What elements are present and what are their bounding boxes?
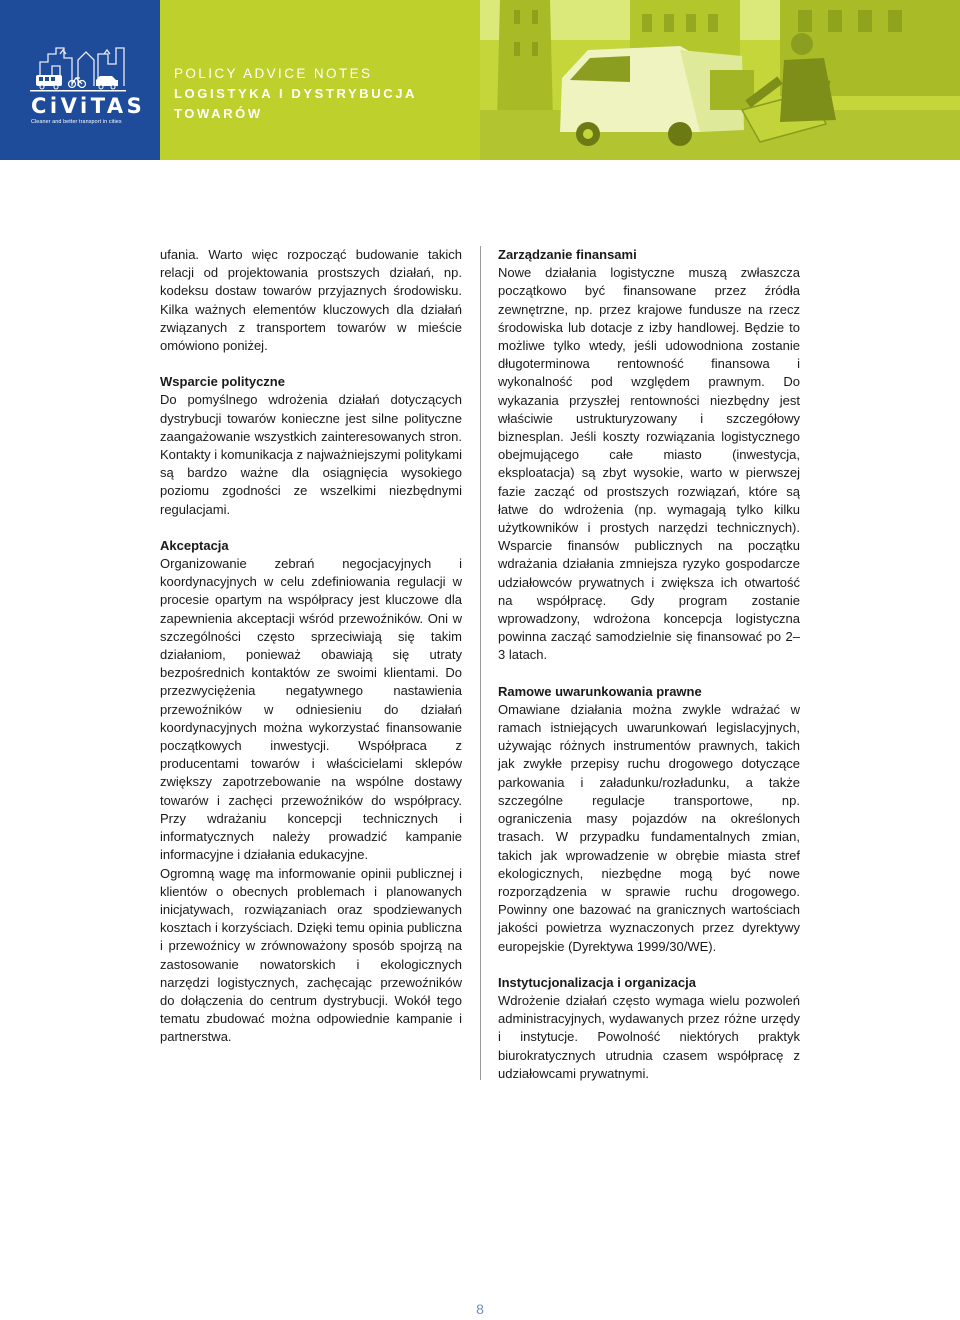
- header-photo: [480, 0, 960, 160]
- paragraph-acceptance-1: Organizowanie zebrań negocjacyjnych i koordynacyjnych w celu zdefiniowania regulacji w procesie opartym na współpracy jest kluczowe dla zapewnienia akceptacji wśród przewoźników. Oni w szczególności często sprzeciwiają się takim działaniom, ponieważ obawiają się utraty bezpośrednich kontaktów ze swoimi klientami. Do przezwyciężenia negatywnego nastawienia przewoźników w odniesieniu do działań koordynacyjnych można wykorzystać finansowanie początkowych inwestycji. Współpraca z producentami towarów i właścicielami sklepów zwiększy zapotrzebowanie na wspólne dostawy towarów i zachęci przewoźników do współpracy. Przy wdrażaniu koncepcji technicznych i informatycznych należy prowadzić kampanie informacyjne i działania edukacyjne.: [160, 556, 462, 863]
- header-titles: [174, 64, 417, 124]
- section-heading-finance: Zarządzanie finansami: [498, 247, 637, 262]
- column-divider: [480, 246, 481, 1080]
- paragraph-institutionalisation: Wdrożenie działań często wymaga wielu pozwoleń administracyjnych, wydawanych przez różne urzędy i instytucje. Powolność niektórych praktyk biurokratycznych utrudnia czasem współpracę z udziałowcami prywatnymi.: [498, 992, 800, 1081]
- page-header: [0, 0, 960, 160]
- delivery-van-photo: [480, 0, 960, 160]
- document-title-line-1: LOGISTYKA I DYSTRYBUCJA: [174, 86, 418, 101]
- civitas-logo-graphic: [0, 0, 160, 160]
- section-heading-institutionalisation: Instytucjonalizacja i organizacja: [498, 974, 696, 990]
- paragraph-political-support: Do pomyślnego wdrożenia działań dotyczących dystrybucji towarów konieczne jest silne polityczne zaangażowanie wszystkich zainteresowanych stron. Kontakty i komunikacja z najważniejszymi politykami są bardzo ważne dla osiągnięcia wysokiego poziomu zgodności ze wszelkimi niezbędnymi regulacjami.: [160, 392, 463, 517]
- paragraph-finance: Nowe działania logistyczne muszą zwłaszcza początkowo być finansowane przez źródła zewnętrzne, np. przez krajowe fundusze na rzecz środowiska lub dotacje z izby handlowej. Będzie to możliwe tylko wtedy, jeśli udowodniona zostanie długoterminowa rentowność finansowa i wykonalność pod względem prawnym. Do wykazania przyszłej rentowności niezbędny jest właściwie ustrukturyzowany i szczegółowy biznesplan. Jeśli koszty rozwiązania logistycznego obejmującego całe miasto (inwestycja, eksploatacja) są zbyt wysokie, warto w pierwszej fazie zacząć od prostszych rozwiązań, które są łatwe do wdrożenia (np. wymagają tylko kilku użytkowników i prostych narzędzi technicznych). Wsparcie finansów publicznych na początku wdrażania działania zmniejsza ryzyko gospodarcze udziałowców prywatnych i zwiększa ich otwartość na współpracę. Gdy program zostanie wprowadzony, wdrożona koncepcja logistyczna powinna zacząć samodzielnie się finansować po 2–3 latach.: [498, 265, 800, 663]
- paragraph-legal-framework: Omawiane działania można zwykle wdrażać w ramach istniejących uwarunkowań legislacyjnych, używając różnych instrumentów prawnych, takich jak zwykłe przepisy ruchu drogowego dotyczące parkowania i załadunku/rozładunku, a także szczególne regulacje transportowe, np. ograniczenia masy pojazdów na określonych trasach. W przypadku fundamentalnych zmian, takich jak wprowadzenie w obrębie miasta stref ekologicznych, niezbędne mogą być nowe rozporządzenia w sprawie ruchu drogowego. Powinny one bazować na granicznych wartościach jakości powietrza wyznaczonych przez dyrektywy europejskie (Dyrektywa 1999/30/WE).: [498, 701, 800, 954]
- civitas-logo: [0, 0, 160, 160]
- page-number: 8: [476, 1301, 484, 1317]
- section-heading-legal-framework: Ramowe uwarunkowania prawne: [498, 683, 702, 699]
- intro-paragraph: ufania. Warto więc rozpocząć budowanie takich relacji od projektowania prostszych działań, np. kodeksu dostaw towarów przyjaznych środowisku. Kilka ważnych elementów kluczowych dla działań związanych z transportem towarów w mieście omówiono poniżej.: [160, 247, 462, 354]
- series-title: POLICY ADVICE NOTES: [174, 66, 373, 81]
- section-heading-political-support: Wsparcie polityczne: [160, 374, 285, 390]
- section-heading-acceptance: Akceptacja: [160, 537, 229, 553]
- logo-tagline: Cleaner and better transport in cities: [31, 119, 122, 125]
- right-column: [498, 246, 800, 1083]
- paragraph-acceptance-2: Ogromną wagę ma informowanie opinii publicznej i klientów o obecnych problemach i planowanych inicjatywach, rozwiązaniach oraz spodziewanych kosztach i korzyściach. Dzięki temu opinia publiczna i przewoźnicy w zrównoważony sposób spojrzą na zastosowanie nowatorskich i ekologicznych narzędzi logistycznych, zachęcając przewoźników do dołączenia do centrum dystrybucji. Wokół tego tematu zbudować można odpowiednie kampanie i partnerstwa.: [160, 865, 462, 1045]
- left-column: [160, 246, 462, 1047]
- logo-wordmark: CiViTAS: [31, 94, 146, 118]
- document-title-line-2: TOWARÓW: [174, 106, 263, 121]
